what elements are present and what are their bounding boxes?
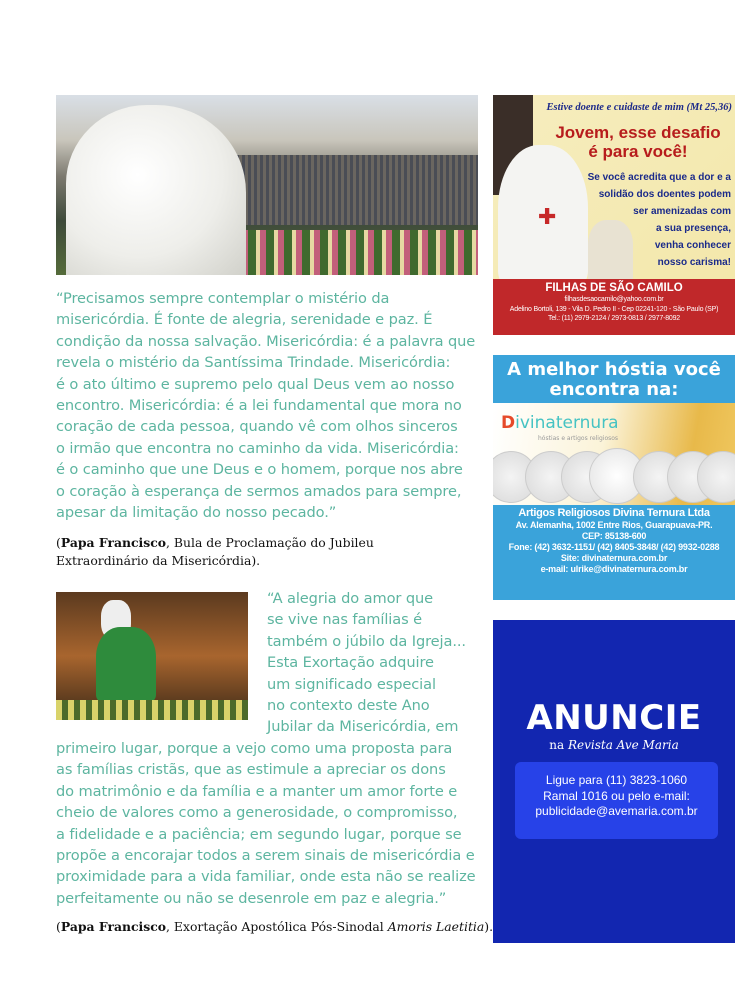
address: Av. Alemanha, 1002 Entre Rios, Guarapuava-PR. (515, 520, 713, 530)
ad-tagline: Estive doente e cuidaste de mim (Mt 25,36) (546, 102, 732, 113)
pope-blessing-photo (56, 95, 478, 275)
ad-footer (493, 279, 735, 335)
body-line: venha conhecer (654, 240, 731, 251)
quote-line: um significado especial (267, 675, 436, 693)
body-line: nosso carisma! (657, 257, 731, 268)
quote-line: apesar da limitação do nosso pecado.” (56, 503, 337, 521)
magazine-name: Revista Ave Maria (567, 738, 679, 752)
ad-headline (543, 123, 733, 161)
phone: Fone: (42) 3632-1151/ (42) 8405-3848/ (42) 9932-0288 (508, 542, 720, 552)
body-line: solidão dos doentes podem (598, 189, 731, 200)
quote-line: condição da nossa salvação. Misericórdia: é a palavra que (56, 332, 476, 350)
headline-line: é para você! (588, 142, 688, 161)
email: filhasdesaocamilo@yahoo.com.br (564, 296, 664, 303)
quote-line: do matrimônio e da família e a manter um amor forte e (56, 782, 458, 800)
logo-subtitle: hóstias e artigos religiosos (538, 435, 619, 442)
quote-line: “Precisamos sempre contemplar o mistério da (56, 290, 390, 307)
quote-line: coração de cada pessoa, quando vê com olhos sinceros (56, 418, 458, 436)
quote-line: revela o mistério da Santíssima Trindade. Misericórdia: (56, 354, 451, 372)
red-cross-icon: ✚ (538, 205, 557, 230)
citation-2 (56, 918, 493, 936)
quote-line: no contexto deste Ano (267, 696, 430, 714)
hosts-image (493, 403, 735, 505)
quote-amoris-bottom (56, 738, 476, 909)
quote-line: misericórdia. É fonte de alegria, serenidade e paz. É (56, 311, 433, 329)
headline-line: Jovem, esse desafio (555, 123, 721, 142)
body-line: a sua presença, (655, 223, 731, 234)
flowers (206, 230, 478, 275)
citation-text: , Bula de Proclamação do Jubileu (166, 535, 374, 550)
paren: ). (484, 919, 494, 934)
address: Adelino Bortoli, 139 - Vila D. Pedro II - Cep 02241-120 - São Paulo (SP) (509, 305, 719, 313)
divina-ternura-logo (501, 413, 619, 433)
quote-line: cheio de valores como a generosidade, o compromisso, (56, 804, 458, 822)
quote-line: o coração à esperança de sermos amados para sempre, (56, 482, 462, 500)
citation-author: Papa Francisco (60, 919, 167, 934)
quote-line: é o ato último e supremo pelo qual Deus vem ao nosso (56, 375, 455, 393)
headline-line: encontra na: (549, 379, 679, 400)
quote-line: se vive nas famílias é (267, 611, 423, 629)
quote-line: Esta Exortação adquire (267, 654, 434, 672)
ad-body (548, 169, 731, 271)
quote-line: “A alegria do amor que (267, 590, 434, 607)
citation-title: Amoris Laetitia (387, 919, 485, 934)
crowd (236, 155, 478, 225)
quote-line: é o caminho que une Deus e o homem, porque nos abre (56, 461, 463, 479)
body-line: Se você acredita que a dor e a (587, 172, 731, 183)
contact-line: Ramal 1016 ou pelo e-mail: (543, 788, 690, 803)
contact-line: Ligue para (11) 3823-1060 (545, 773, 688, 787)
pope-figure (66, 105, 246, 275)
pope-figure (96, 627, 156, 702)
email: e-mail: ulrike@divinaternura.com.br (540, 564, 688, 574)
ad-subtitle (493, 738, 735, 752)
paren: ( (56, 919, 61, 934)
quote-line: também o júbilo da Igreja... (267, 632, 466, 650)
site: Site: divinaternura.com.br (560, 553, 668, 563)
citation-text: , Exortação Apostólica Pós-Sinodal (166, 919, 388, 934)
phone: Tel.: (11) 2979-2124 / 2973-0813 / 2977-8092 (548, 315, 680, 322)
quote-line: perfeitamente ou não se desenrole em paz e alegria.” (56, 889, 447, 907)
cep: CEP: 85138-600 (581, 531, 647, 541)
pope-family-photo (56, 592, 248, 720)
contact-box (515, 762, 718, 839)
quote-line: proximidade para a vida familiar, onde esta não se realize (56, 868, 476, 886)
ad-filhas-sao-camilo[interactable] (493, 95, 735, 335)
subtitle-prefix: na (549, 738, 568, 752)
quote-line: a fidelidade e a paciência; em segundo lugar, porque se (56, 825, 462, 843)
quote-amoris-top (267, 588, 466, 738)
body-line: ser amenizadas com (633, 206, 731, 217)
quote-line: primeiro lugar, porque a vejo como uma proposta para (56, 740, 453, 757)
ad-title: ANUNCIE (526, 698, 702, 738)
quote-line: o irmão que encontra no caminho da vida. Misericórdia: (56, 439, 459, 457)
logo-text: ivinaternura (515, 413, 619, 433)
flowers (56, 700, 248, 720)
org-name: FILHAS DE SÃO CAMILO (545, 282, 683, 294)
quote-misericordia (56, 288, 475, 523)
contact-email: publicidade@avemaria.com.br (535, 804, 698, 818)
ad-divina-ternura[interactable] (493, 355, 735, 600)
citation-1 (56, 534, 374, 570)
ad-contact (493, 507, 735, 575)
citation-author: Papa Francisco (60, 535, 167, 550)
quote-line: Jubilar da Misericórdia, em (267, 718, 459, 736)
quote-line: encontro. Misericórdia: é a lei fundamental que mora no (56, 396, 462, 414)
company: Artigos Religiosos Divina Ternura Ltda (518, 507, 710, 519)
headline-line: A melhor hóstia você (507, 359, 721, 380)
paren: ( (56, 535, 61, 550)
ad-headline (493, 360, 735, 400)
citation-text: Extraordinário da Misericórdia). (56, 553, 261, 568)
quote-line: as famílias cristãs, que as estimule a apreciar os dons (56, 761, 446, 779)
quote-line: propõe a encorajar todos a serem sinais de misericórdia e (56, 846, 475, 864)
logo-initial: D (501, 413, 516, 433)
ad-anuncie[interactable] (493, 620, 735, 943)
